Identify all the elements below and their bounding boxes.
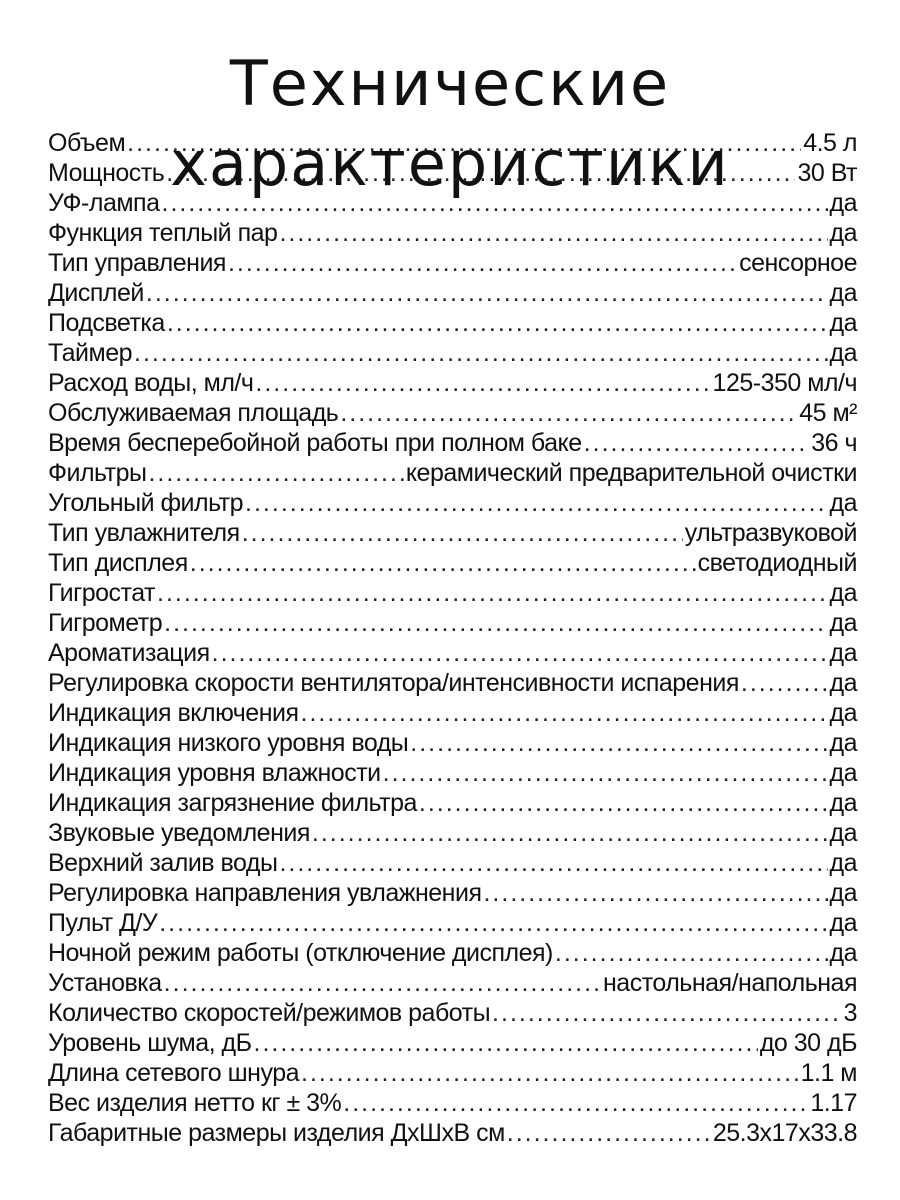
dot-leader [483,878,827,908]
spec-row [48,938,857,968]
dot-leader [507,1118,711,1148]
spec-value: да [829,909,857,937]
spec-row [48,548,857,578]
spec-row [48,1118,857,1148]
spec-label: Подсветка [48,309,165,337]
dot-leader [166,158,795,188]
spec-label: Тип управления [48,249,226,277]
dot-leader [159,908,827,938]
spec-value: да [829,729,857,757]
spec-row [48,968,857,998]
spec-row [48,608,857,638]
spec-value: да [829,639,857,667]
spec-row [48,278,857,308]
spec-label: Тип дисплея [48,549,188,577]
dot-leader [340,398,797,428]
dot-leader [383,758,828,788]
dot-leader [555,938,828,968]
spec-label: Индикация низкого уровня воды [48,729,409,757]
dot-leader [164,608,827,638]
spec-value: да [829,309,857,337]
spec-row [48,848,857,878]
spec-label: УФ-лампа [48,189,160,217]
spec-row [48,428,857,458]
dot-leader [127,128,801,158]
spec-label: Ароматизация [48,639,210,667]
spec-row [48,578,857,608]
spec-value: до 30 дБ [759,1029,857,1057]
dot-leader [212,638,828,668]
spec-label: Установка [48,969,162,997]
spec-value: да [829,609,857,637]
spec-value: настольная/напольная [602,969,857,997]
dot-leader [279,218,827,248]
spec-row [48,758,857,788]
spec-label: Тип увлажнителя [48,519,240,547]
spec-row [48,188,857,218]
spec-row [48,308,857,338]
dot-leader [228,248,737,278]
spec-value: сенсорное [739,249,857,277]
spec-value: 1.17 [810,1089,857,1117]
spec-label: Расход воды, мл/ч [48,369,254,397]
spec-value: да [829,279,857,307]
dot-leader [164,968,601,998]
spec-value: да [829,939,857,967]
page-title: Технические характеристики [170,47,730,200]
spec-label: Верхний залив воды [48,849,278,877]
dot-leader [254,1028,758,1058]
spec-row [48,1088,857,1118]
dot-leader [343,1088,808,1118]
dot-leader [167,308,828,338]
spec-label: Объем [48,129,126,157]
spec-value: да [829,699,857,727]
dot-leader [301,1058,799,1088]
spec-list [48,128,857,1148]
spec-value: да [829,189,857,217]
spec-label: Количество скоростей/режимов работы [48,999,491,1027]
spec-label: Пульт Д/У [48,909,158,937]
spec-row [48,1028,857,1058]
spec-row [48,788,857,818]
dot-leader [410,728,827,758]
spec-label: Обслуживаемая площадь [48,399,339,427]
spec-row [48,668,857,698]
spec-row [48,158,857,188]
dot-leader [301,698,828,728]
spec-label: Индикация загрязнение фильтра [48,789,417,817]
spec-value: да [829,849,857,877]
spec-label: Угольный фильтр [48,489,244,517]
spec-row [48,338,857,368]
spec-row [48,398,857,428]
spec-label: Регулировка скорости вентилятора/интенсивности испарения [48,669,739,697]
spec-value: 30 Вт [797,159,857,187]
spec-row [48,998,857,1028]
spec-label: Уровень шума, дБ [48,1029,252,1057]
dot-leader [255,368,710,398]
spec-row [48,698,857,728]
dot-leader [419,788,828,818]
spec-label: Фильтры [48,459,147,487]
spec-value: 36 ч [811,429,857,457]
spec-value: да [829,669,857,697]
spec-row [48,1058,857,1088]
spec-row [48,878,857,908]
spec-label: Индикация включения [48,699,299,727]
spec-row [48,818,857,848]
spec-value: 3 [843,999,857,1027]
spec-row [48,518,857,548]
dot-leader [148,458,403,488]
spec-value: 25.3x17x33.8 [712,1119,857,1147]
dot-leader [245,488,827,518]
spec-value: 125-350 мл/ч [712,369,857,397]
spec-label: Гигростат [48,579,155,607]
spec-label: Регулировка направления увлажнения [48,879,482,907]
spec-row [48,218,857,248]
spec-label: Время бесперебойной работы при полном баке [48,429,582,457]
spec-label: Мощность [48,159,165,187]
spec-value: да [829,819,857,847]
spec-value: 1.1 м [800,1059,857,1087]
spec-value: да [829,489,857,517]
dot-leader [134,338,827,368]
spec-row [48,638,857,668]
dot-leader [157,578,828,608]
dot-leader [190,548,696,578]
spec-row [48,488,857,518]
spec-value: да [829,879,857,907]
spec-label: Дисплей [48,279,144,307]
spec-label: Габаритные размеры изделия ДхШхВ см [48,1119,505,1147]
spec-label: Длина сетевого шнура [48,1059,299,1087]
dot-leader [242,518,683,548]
spec-label: Таймер [48,339,133,367]
dot-leader [279,848,827,878]
spec-row [48,458,857,488]
dot-leader [492,998,842,1028]
spec-value: керамический предварительной очистки [405,459,857,487]
spec-value: да [829,339,857,367]
spec-label: Функция теплый пар [48,219,278,247]
spec-value: 45 м² [799,399,857,427]
spec-value: да [829,789,857,817]
dot-leader [584,428,810,458]
dot-leader [312,818,828,848]
dot-leader [146,278,828,308]
spec-row [48,128,857,158]
spec-value: да [829,579,857,607]
spec-row [48,908,857,938]
spec-row [48,368,857,398]
spec-value: 4.5 л [803,129,857,157]
spec-value: да [829,759,857,787]
dot-leader [162,188,828,218]
spec-label: Гигрометр [48,609,163,637]
spec-label: Звуковые уведомления [48,819,310,847]
spec-label: Вес изделия нетто кг ± 3% [48,1089,342,1117]
spec-value: да [829,219,857,247]
spec-row [48,248,857,278]
spec-value: ультразвуковой [684,519,857,547]
spec-row [48,728,857,758]
spec-label: Индикация уровня влажности [48,759,381,787]
spec-label: Ночной режим работы (отключение дисплея) [48,939,553,967]
spec-value: светодиодный [697,549,857,577]
dot-leader [741,668,828,698]
